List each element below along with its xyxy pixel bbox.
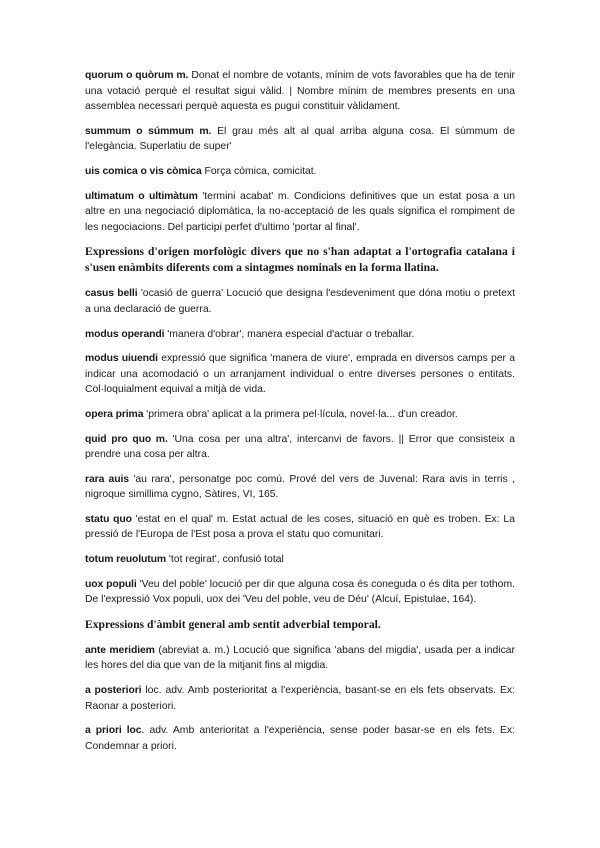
entry-a-posteriori [85,683,515,714]
entry-term: totum reuolutum [85,554,167,566]
section-heading-temporal: Expressions d'àmbit general amb sentit adverbial temporal. [85,617,381,631]
entry-casus-belli [85,286,515,317]
entry-term: a priori loc [85,725,142,737]
entry-statu-quo [85,512,515,543]
entry-totum-reuolutum [85,552,515,568]
entry-term: ultimatum o ultimàtum [85,190,198,202]
entry-term: a posteriori [85,685,142,697]
entry-term: rara auis [85,473,129,485]
entry-term: quid pro quo m. [85,433,168,445]
entry-term: casus belli [85,288,138,300]
entry-definition: 'termini acabat' m. Condicions definitives que un estat posa a un altre en una negociació diplomàtica, la no-acceptació de les quals significa el rompiment de les negociacions. Del participi perfet d'ultimo 'portar al final'. [85,190,515,233]
section-heading-morphological: Expressions d'origen morfològic divers que no s'han adaptat a l'ortografia catalana i s'usen enàmbits diferents com a sintagmes nominals en la forma llatina. [85,245,515,275]
entry-rara-auis [85,472,515,503]
entry-definition: 'Una cosa per una altra', intercanvi de favors. || Error que consisteix a prendre una cosa per altra. [85,433,515,461]
entry-uis-comica [85,164,515,180]
entry-term: statu quo [85,513,132,525]
entry-term: ante meridiem [85,644,155,656]
entry-a-priori [85,723,515,754]
entry-term: modus uiuendi [85,353,158,365]
entry-term: opera prima [85,408,144,420]
entry-modus-uiuendi [85,351,515,398]
entry-definition: (abreviat a. m.) Locució que significa 'abans del migdia', usada per a indicar les hores del dia que van de la mitjanit fins al migdia. [85,644,515,672]
entry-uox-populi [85,577,515,608]
entry-definition: 'manera d'obrar', manera especial d'actuar o treballar. [164,328,415,340]
entry-definition: 'tot regirat', confusió total [166,554,284,566]
entry-opera-prima [85,407,515,423]
entry-summum [85,124,515,155]
entry-definition: 'au rara', personatge poc comú. Prové del vers de Juvenal: Rara avis in terris , nigroque simillima cygno, Sàtires, VI, 165. [85,473,515,501]
entry-definition: expressió que significa 'manera de viure', emprada en diversos camps per a indicar una acomodació o un arranjament individual o entre diverses persones o entitats. Col·loquialment equival a mitjà de vida. [85,353,516,396]
entry-term: uox populi [85,578,137,590]
entry-quorum [85,68,515,115]
entry-definition: Força còmica, comicitat. [201,165,317,177]
entry-ultimatum [85,189,515,236]
entry-definition: 'ocasió de guerra' Locució que designa l'esdeveniment que dóna motiu o pretext a una declaració de guerra. [85,288,515,315]
document-page [85,68,515,763]
entry-definition: . adv. Amb anterioritat a l'experiència, sense poder basar-se en els fets. Ex: Condemnar a priori. [85,725,516,752]
entry-term: quorum o quòrum m. [85,70,189,81]
entry-definition: Donat el nombre de votants, mínim de vots favorables que ha de tenir una votació perquè el resultat sigui vàlid. | Nombre mínim de membres presents en una assemblea necessari perquè aquesta es pugui constituir vàlidament. [85,70,515,113]
entry-modus-operandi [85,327,515,343]
entry-term: modus operandi [85,328,165,340]
entry-definition: El grau més alt al qual arriba alguna cosa. El súmmum de l'elegància. Superlatiu de super' [85,125,515,153]
entry-definition: 'estat en el qual' m. Estat actual de les coses, situació en què es troben. Ex: La pressió de l'Europa de l'Est posa a prova el statu quo comunitari. [85,513,515,541]
entry-term: uis comica o vis còmica [85,165,202,177]
entry-definition: loc. adv. Amb posterioritat a l'experiència, basant-se en els fets observats. Ex: Raonar a posteriori. [85,685,515,712]
entry-definition: 'Veu del poble' locució per dir que alguna cosa és coneguda o és dita per tothom. De l'expressió Vox populi, uox dei 'Veu del poble, veu de Déu' (Alcuí, Epistulae, 164). [85,578,515,606]
entry-ante-meridiem [85,643,515,674]
entry-definition: 'primera obra' aplicat a la primera pel·lícula, novel·la... d'un creador. [143,408,458,420]
entry-term: summum o súmmum m. [85,125,212,137]
entry-quid-pro-quo [85,432,515,463]
